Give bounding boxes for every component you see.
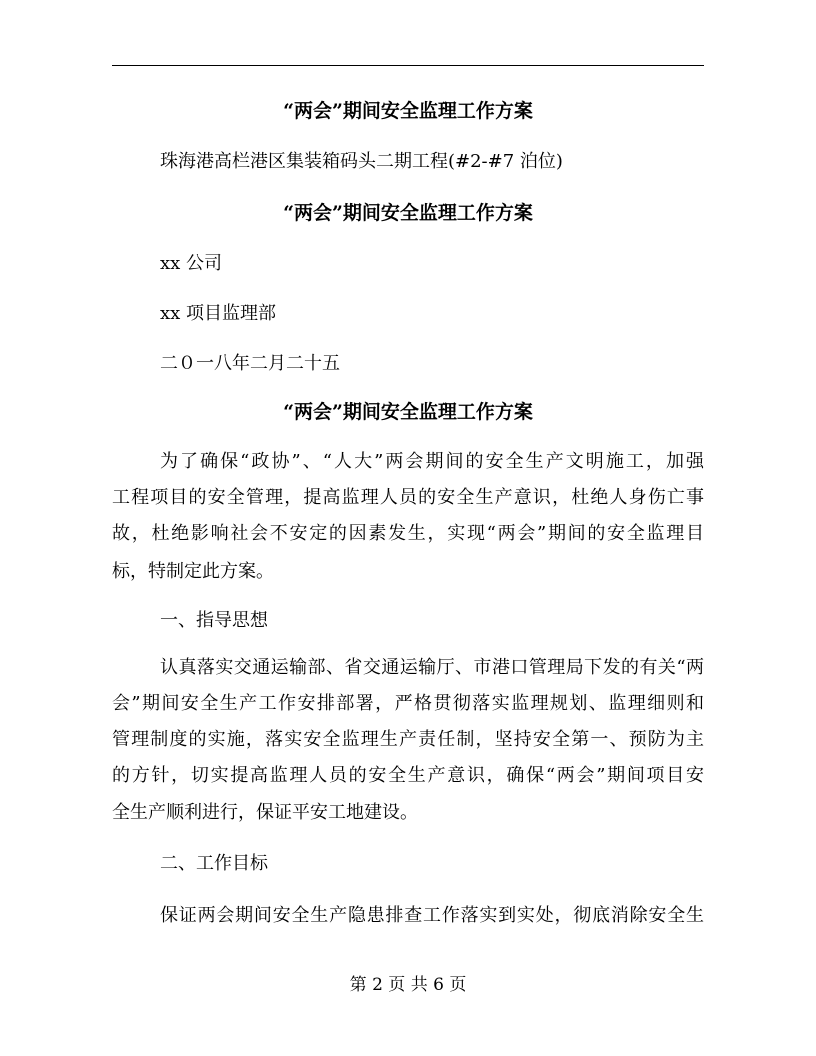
section-heading-guiding-thought: 一、指导思想 [160,610,268,631]
company-name: xx 公司 [160,253,223,274]
section1-line: 的方针，切实提高监理人员的安全生产意识，确保“两会”期间项目安 [112,765,704,786]
department-name: xx 项目监理部 [160,303,277,324]
section-heading-work-goal: 二、工作目标 [160,853,268,874]
intro-line: 工程项目的安全管理，提高监理人员的安全生产意识，杜绝人身伤亡事 [112,487,704,508]
body-title: “两会”期间安全监理工作方案 [283,401,533,423]
header-rule [112,65,704,66]
header-title: “两会”期间安全监理工作方案 [283,100,533,122]
cover-title: “两会”期间安全监理工作方案 [283,202,533,224]
project-name: 珠海港高栏港区集装箱码头二期工程(#2-#7 泊位) [160,151,563,172]
section1-line: 认真落实交通运输部、省交通运输厅、市港口管理局下发的有关“两 [160,657,704,678]
section1-line: 管理制度的实施，落实安全监理生产责任制，坚持安全第一、预防为主 [112,729,704,750]
section2-line: 保证两会期间安全生产隐患排查工作落实到实处，彻底消除安全生 [160,905,704,926]
page-footer: 第 2 页 共 6 页 [349,975,467,995]
document-date: 二０一八年二月二十五 [160,353,340,374]
section1-line: 全生产顺利进行，保证平安工地建设。 [112,802,418,823]
intro-line: 故，杜绝影响社会不安定的因素发生，实现“两会”期间的安全监理目 [112,523,704,544]
intro-line: 为了确保“政协”、“人大”两会期间的安全生产文明施工，加强 [160,451,704,472]
section1-line: 会”期间安全生产工作安排部署，严格贯彻落实监理规划、监理细则和 [112,693,704,714]
intro-line: 标，特制定此方案。 [112,561,274,582]
